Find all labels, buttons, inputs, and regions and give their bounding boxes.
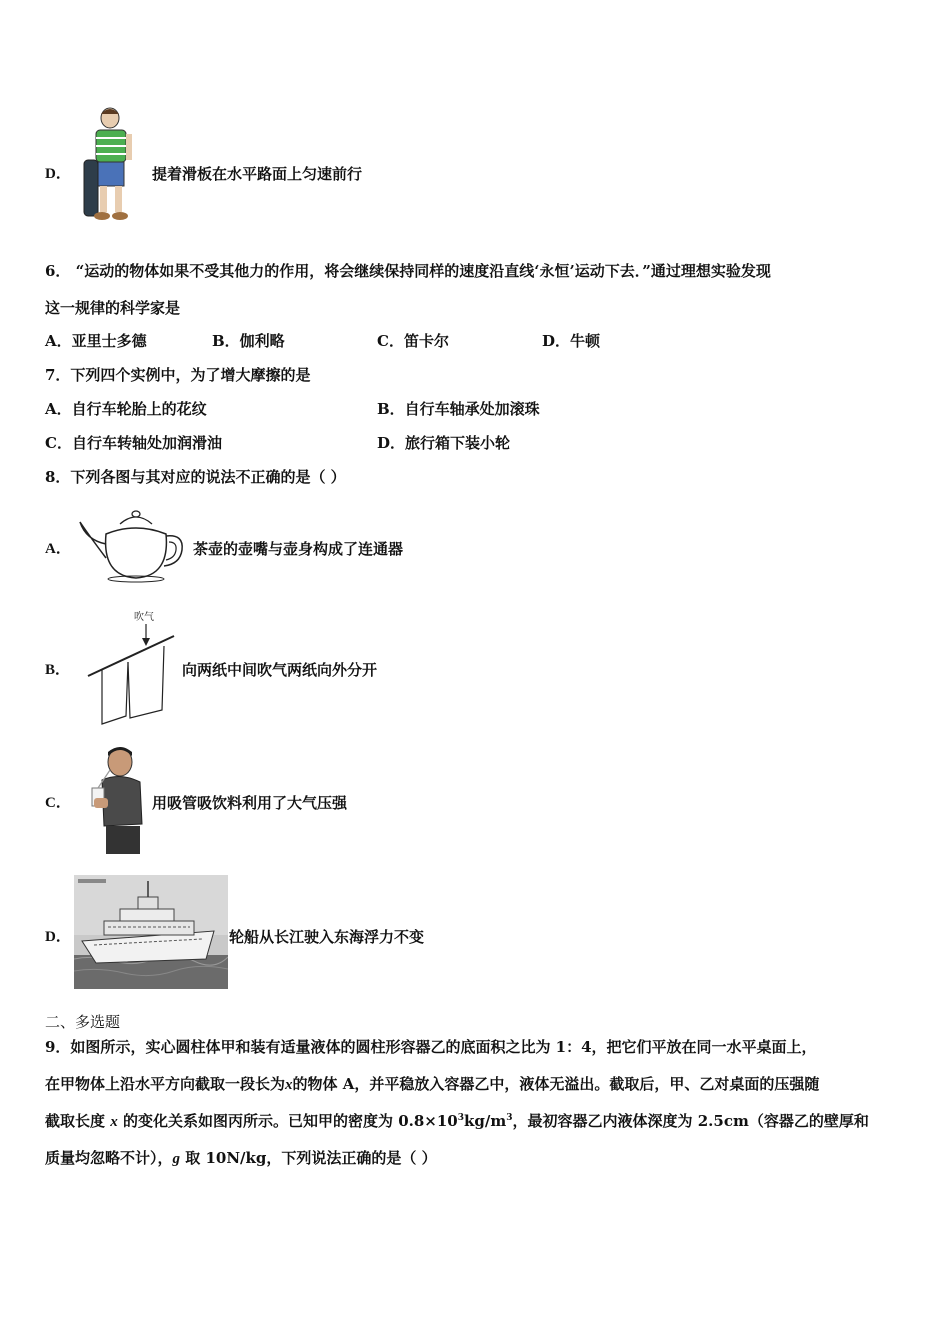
q9-line3-part-b: 的变化关系如图丙所示。已知甲的密度为 0.8×10	[122, 1112, 458, 1130]
q7-option-a: A．自行车轮胎上的花纹	[45, 400, 207, 418]
q5-option-d-text: 提着滑板在水平路面上匀速前行	[152, 165, 363, 183]
q9-volume-exponent: 3	[506, 1113, 513, 1123]
q7-option-c: C．自行车转轴处加润滑油	[45, 434, 222, 452]
ship-on-sea-figure	[74, 875, 228, 989]
boy-carrying-skateboard-figure	[80, 104, 136, 226]
q8-option-a-text: 茶壶的壶嘴与壶身构成了连通器	[193, 540, 404, 558]
q8-option-b-text: 向两纸中间吹气两纸向外分开	[182, 661, 378, 679]
two-papers-blowing-figure	[84, 606, 176, 728]
q9-stem-line2	[45, 1074, 819, 1095]
q8-option-c-text: 用吸管吸饮料利用了大气压强	[152, 794, 348, 812]
q9-variable-g: g	[172, 1151, 181, 1167]
q8-stem: 8．下列各图与其对应的说法不正确的是（ ）	[45, 468, 346, 486]
q6-option-c: C．笛卡尔	[377, 332, 449, 350]
q8-option-a-label: A．	[45, 541, 71, 557]
q9-line2-part-b: 的物体 A，并平稳放入容器乙中，液体无溢出。截取后，甲、乙对桌面的压强随	[292, 1075, 820, 1093]
q7-option-b: B．自行车轴承处加滚珠	[377, 400, 540, 418]
q9-line3-part-c: kg/m	[464, 1112, 507, 1130]
q9-variable-x-2: x	[110, 1114, 118, 1130]
q6-option-b: B．伽利略	[212, 332, 285, 350]
q9-stem-line4	[45, 1148, 437, 1169]
q9-line3-part-d: ，最初容器乙内液体深度为 2.5cm（容器乙的壁厚和	[512, 1112, 869, 1130]
boy-drinking-straw-figure	[84, 744, 146, 856]
q9-line4-part-b: 取 10N/kg，下列说法正确的是（ ）	[185, 1149, 437, 1167]
q6-option-d: D．牛顿	[542, 332, 601, 350]
q9-line3-part-a: 截取长度	[45, 1112, 106, 1130]
q5-option-d-label: D．	[45, 166, 71, 182]
q6-stem-line1: 6． “运动的物体如果不受其他力的作用，将会继续保持同样的速度沿直线‘永恒’运动下去．”通过理想实验发现	[45, 262, 771, 280]
q9-line4-part-a: 质量均忽略不计），	[45, 1149, 173, 1167]
teapot-figure	[76, 504, 188, 584]
q8-option-c-label: C．	[45, 795, 71, 811]
q9-stem-line1: 9．如图所示，实心圆柱体甲和装有适量液体的圆柱形容器乙的底面积之比为 1：4，把它们平放在同一水平桌面上，	[45, 1038, 817, 1056]
q6-stem-line2: 这一规律的科学家是	[45, 299, 181, 317]
q7-option-d: D．旅行箱下装小轮	[377, 434, 511, 452]
q9-stem-line3	[45, 1111, 869, 1132]
q9-line2-part-a: 在甲物体上沿水平方向截取一段长为	[45, 1075, 286, 1093]
q7-stem: 7．下列四个实例中，为了增大摩擦的是	[45, 366, 311, 384]
q9-variable-x: x	[285, 1077, 293, 1093]
q8-option-b-label: B．	[45, 662, 71, 678]
q8-option-d-label: D．	[45, 929, 71, 945]
q8-option-d-text: 轮船从长江驶入东海浮力不变	[229, 928, 425, 946]
section-2-title: 二、多选题	[45, 1013, 121, 1031]
q6-option-a: A．亚里士多德	[45, 332, 147, 350]
blow-label: 吹气	[134, 612, 154, 623]
q9-density-exponent: 3	[457, 1113, 465, 1123]
